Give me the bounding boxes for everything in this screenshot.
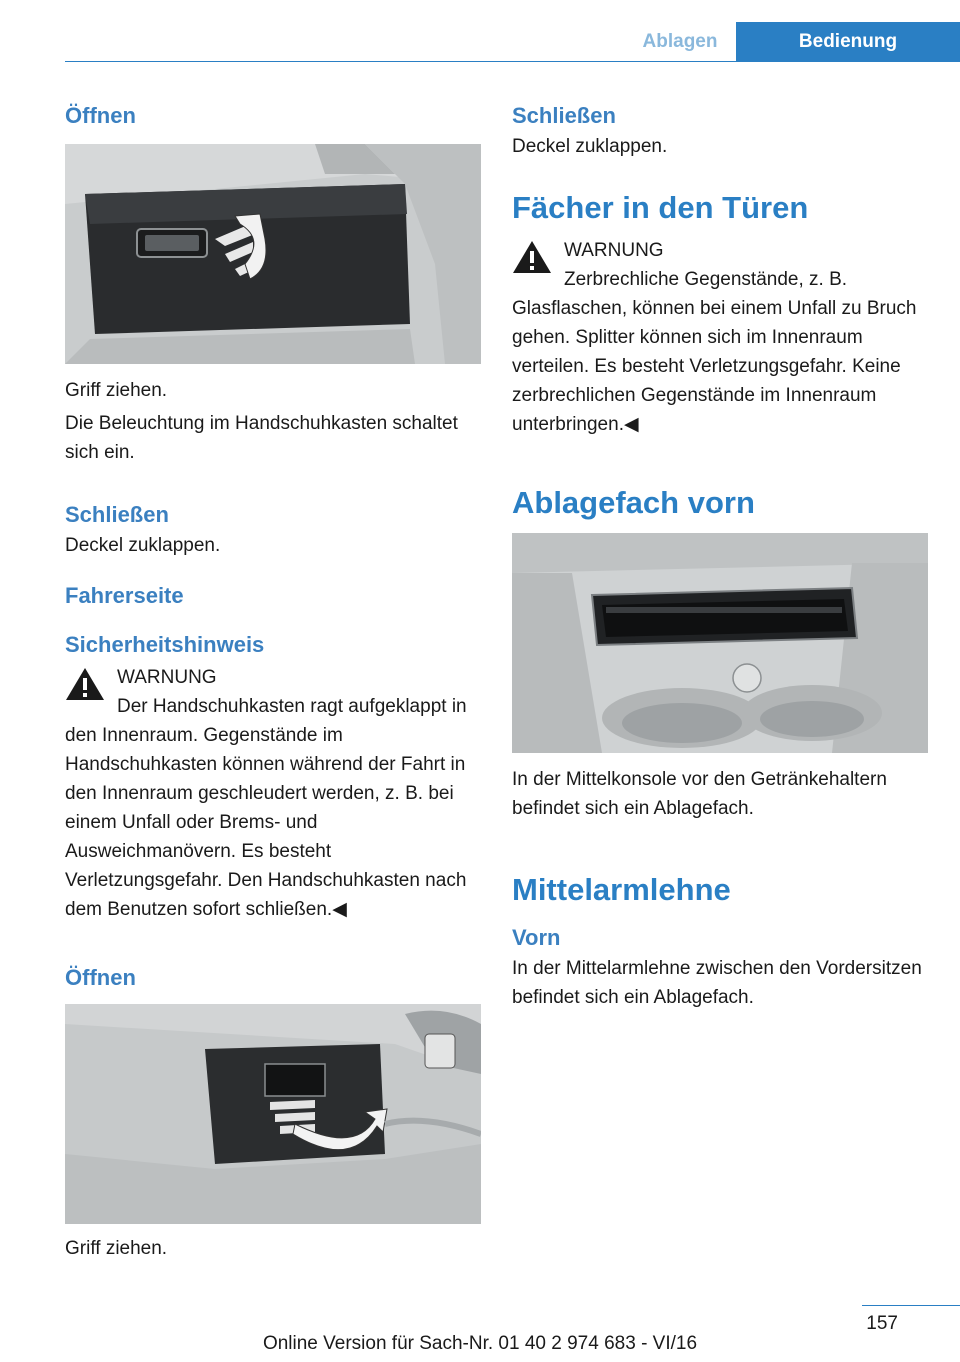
heading-schliessen: Schließen [65,502,169,527]
heading-ablagefach-vorn: Ablagefach vorn [512,485,755,520]
text-griff-ziehen-2: Griff ziehen. [65,1238,168,1259]
right-column [512,100,930,1012]
heading-offnen-2: Öffnen [65,965,136,990]
text-beleuchtung: Die Beleuchtung im Handschuhkasten schaltet sich ein. [65,413,458,463]
footer-rule [862,1305,960,1306]
tab-bedienung[interactable]: Bedienung [736,22,960,62]
page-number: 157 [866,1313,898,1334]
warning-block [65,663,483,924]
heading-offnen: Öffnen [65,103,136,128]
heading-mittelarmlehne: Mittelarmlehne [512,872,731,907]
center-console-figure [512,533,928,753]
warning-label: WARNUNG [564,240,664,261]
warning-icon [65,667,105,701]
heading-sicherheitshinweis: Sicherheitshinweis [65,632,265,657]
text-vorn: In der Mittelarmlehne zwischen den Vordersitzen befindet sich ein Ablagefach. [512,958,922,1008]
heading-faecher-tueren: Fächer in den Türen [512,190,809,225]
left-column [65,100,483,1263]
warning-icon [512,240,552,274]
text-mittelkonsole: In der Mittelkonsole vor den Getränkehaltern befindet sich ein Ablagefach. [512,769,887,819]
warning-text: Der Handschuhkasten ragt aufgeklappt in den Innenraum. Gegenstände im Handschuhkasten können während der Fahrt in den Innenraum geschleudert werden, z. B. bei einem Unfall oder Brems- und Ausweichmanövern. Es besteht Verletzungsgefahr. Den Handschuhkasten nach dem Benutzen sofort schließen.◀ [65,696,467,920]
glovebox-open-figure [65,144,481,364]
warning-block-right [512,236,930,439]
text-deckel-zuklappen: Deckel zuklappen. [65,535,221,556]
text-griff-ziehen: Griff ziehen. [65,380,168,401]
heading-vorn: Vorn [512,925,561,950]
footer-text: Online Version für Sach-Nr. 01 40 2 974 683 - VI/16 [262,1333,698,1354]
heading-fahrerseite: Fahrerseite [65,583,184,608]
text-deckel-zuklappen-right: Deckel zuklappen. [512,136,668,157]
warning-label: WARNUNG [117,667,217,688]
heading-schliessen-right: Schließen [512,103,616,128]
glovebox-driver-figure [65,1004,481,1224]
tab-ablagen[interactable]: Ablagen [642,30,718,52]
warning-text: Zerbrechliche Gegenstände, z. B. Glasflaschen, können bei einem Unfall zu Bruch gehen. Splitter können sich im Innenraum verteilen. Es besteht Verletzungsgefahr. Keine zerbrechlichen Gegenstände im Innenraum unterbringen.◀ [512,269,917,435]
